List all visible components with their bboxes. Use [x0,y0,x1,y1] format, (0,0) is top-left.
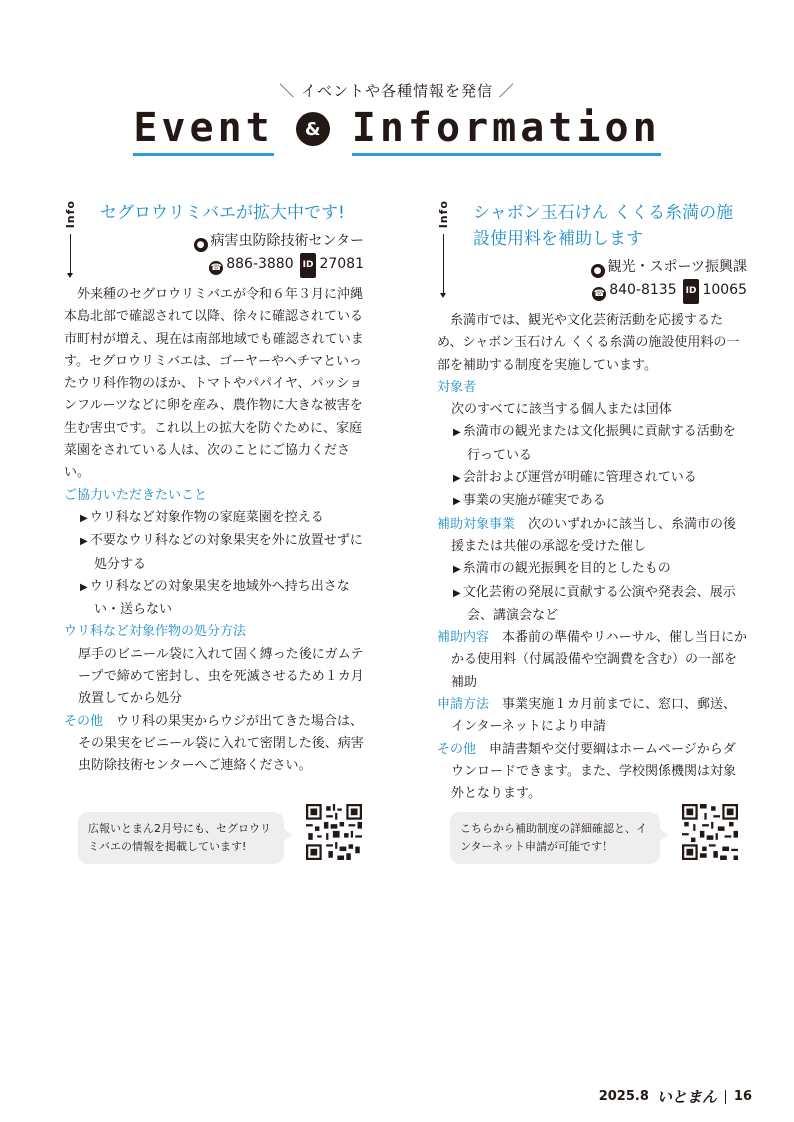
title-information: Information [351,105,661,151]
contact-block [437,256,747,304]
list-item: ▶ ウリ科など対象作物の家庭菜園を控える [64,507,364,530]
section-head-other: その他 [437,741,477,757]
section-head-other: その他 [64,713,104,729]
note-bubble: こちらから補助制度の詳細確認と、インターネット申請が可能です！ [450,812,660,864]
person-icon: ● [591,264,605,278]
phone-line [437,279,747,304]
footer [599,1086,752,1107]
intro-text: 外来種のセグロウリミバエが令和６年３月に沖縄本島北部で確認されて以降、徐々に確認されている市町村が増え、現在は南部地域でも確認されています。セグロウリミバエは、ゴーヤーやヘチマといったウリ科作物のほか、トマトやパパイヤ、パッションフルーツなどに卵を産み、農作物に大きな被害を生む害虫です。これ以上の拡大を防ぐために、家庭菜園をされている人は、次のことにご協力ください。 [64,287,364,481]
ampersand-badge: & [296,112,330,146]
info-label: Info [64,200,77,229]
magazine-logo: いとまん [656,1088,717,1106]
section-head-cooperation: ご協力いただきたいこと [64,487,208,503]
info-tag [437,200,451,228]
list-item: ▶ 糸満市の観光振興を目的としたもの [437,558,747,581]
list-item: ▶ ウリ科などの対象果実を地域外へ持ち出さない・送らない [64,576,364,622]
article-body [64,284,364,778]
section-head-method: 申請方法 [437,697,490,713]
page-number: 16 [733,1089,752,1104]
department: ● 観光・スポーツ振興課 [437,256,747,279]
phone-number: 840-8135 [609,282,677,298]
qr-code-icon[interactable] [306,804,362,860]
project-lead: 次のいずれかに該当し、糸満市の後援または共催の承認を受けた催し [451,516,737,554]
content-text: 本番前の準備やリハーサル、催し当日にかかる使用料（付属設備や空調費を含む）の一部を補助 [451,630,747,690]
tagline: ＼ イベントや各種情報を発信 ／ [279,82,515,100]
note-bubble: 広報いとまん2月号にも、セグロウリミバエの情報を掲載しています! [78,812,284,864]
info-tag [64,200,78,228]
id-search-icon: ID [683,279,700,304]
page-id: 10065 [702,282,747,298]
intro-text: 糸満市では、観光や文化芸術活動を応援するため、シャボン玉石けん くくる糸満の施設使用料の一部を補助する制度を実施しています。 [437,313,740,373]
article-body [437,310,747,806]
info-arrow-icon [70,234,71,274]
contact-block [64,230,364,278]
phone-line [64,253,364,278]
page-title [0,105,794,151]
list-item: ▶ 文化芸術の発展に貢献する公演や発表会、展示会、講演会など [437,582,747,628]
info-arrow-icon [443,234,444,294]
article-title: セグロウリミバエが拡大中です! [100,203,345,223]
issue-date: 2025.8 [598,1089,649,1104]
list-item: ▶ 事業の実施が確実である [437,490,747,513]
info-label: Info [437,200,450,229]
article-melon-fly [64,200,364,778]
person-icon: ● [194,238,208,252]
page-id: 27081 [319,256,364,272]
list-item: ▶ 会計および運営が明確に管理されている [437,467,747,490]
other-text: ウリ科の果実からウジが出てきた場合は、その果実をビニール袋に入れて密閉した後、病害虫防除技術センターへご連絡ください。 [78,713,364,774]
method-text: 事業実施１カ月前までに、窓口、郵送、インターネットにより申請 [451,697,737,735]
qr-code-icon[interactable] [682,804,738,860]
list-item: ▶ 糸満市の観光または文化振興に貢献する活動を行っている [437,421,747,467]
target-lead: 次のすべてに該当する個人または団体 [451,402,672,418]
phone-icon: ☎ [210,263,222,273]
section-head-target: 対象者 [437,379,477,395]
title-event: Event [133,105,274,151]
list-item: ▶ 不要なウリ科などの対象果実を外に放置せずに処分する [64,530,364,576]
article-facility-subsidy [437,200,747,806]
section-head-project: 補助対象事業 [437,516,516,532]
divider [725,1090,726,1104]
phone-icon: ☎ [593,289,605,299]
department: ● 病害虫防除技術センター [64,230,364,253]
id-search-icon: ID [300,253,317,278]
section-head-disposal: ウリ科など対象作物の処分方法 [64,624,247,640]
phone-number: 886-3880 [226,256,294,272]
other-text: 申請書類や交付要綱はホームページからダウンロードできます。また、学校関係機関は対象外となります。 [451,741,736,802]
disposal-text: 厚手のビニール袋に入れて固く縛った後にガムテープで締めて密封し、虫を死滅させるため１カ月放置してから処分 [78,646,364,707]
article-title: シャボン玉石けん くくる糸満の施設使用料を補助します [473,203,734,249]
section-head-content: 補助内容 [437,630,490,646]
